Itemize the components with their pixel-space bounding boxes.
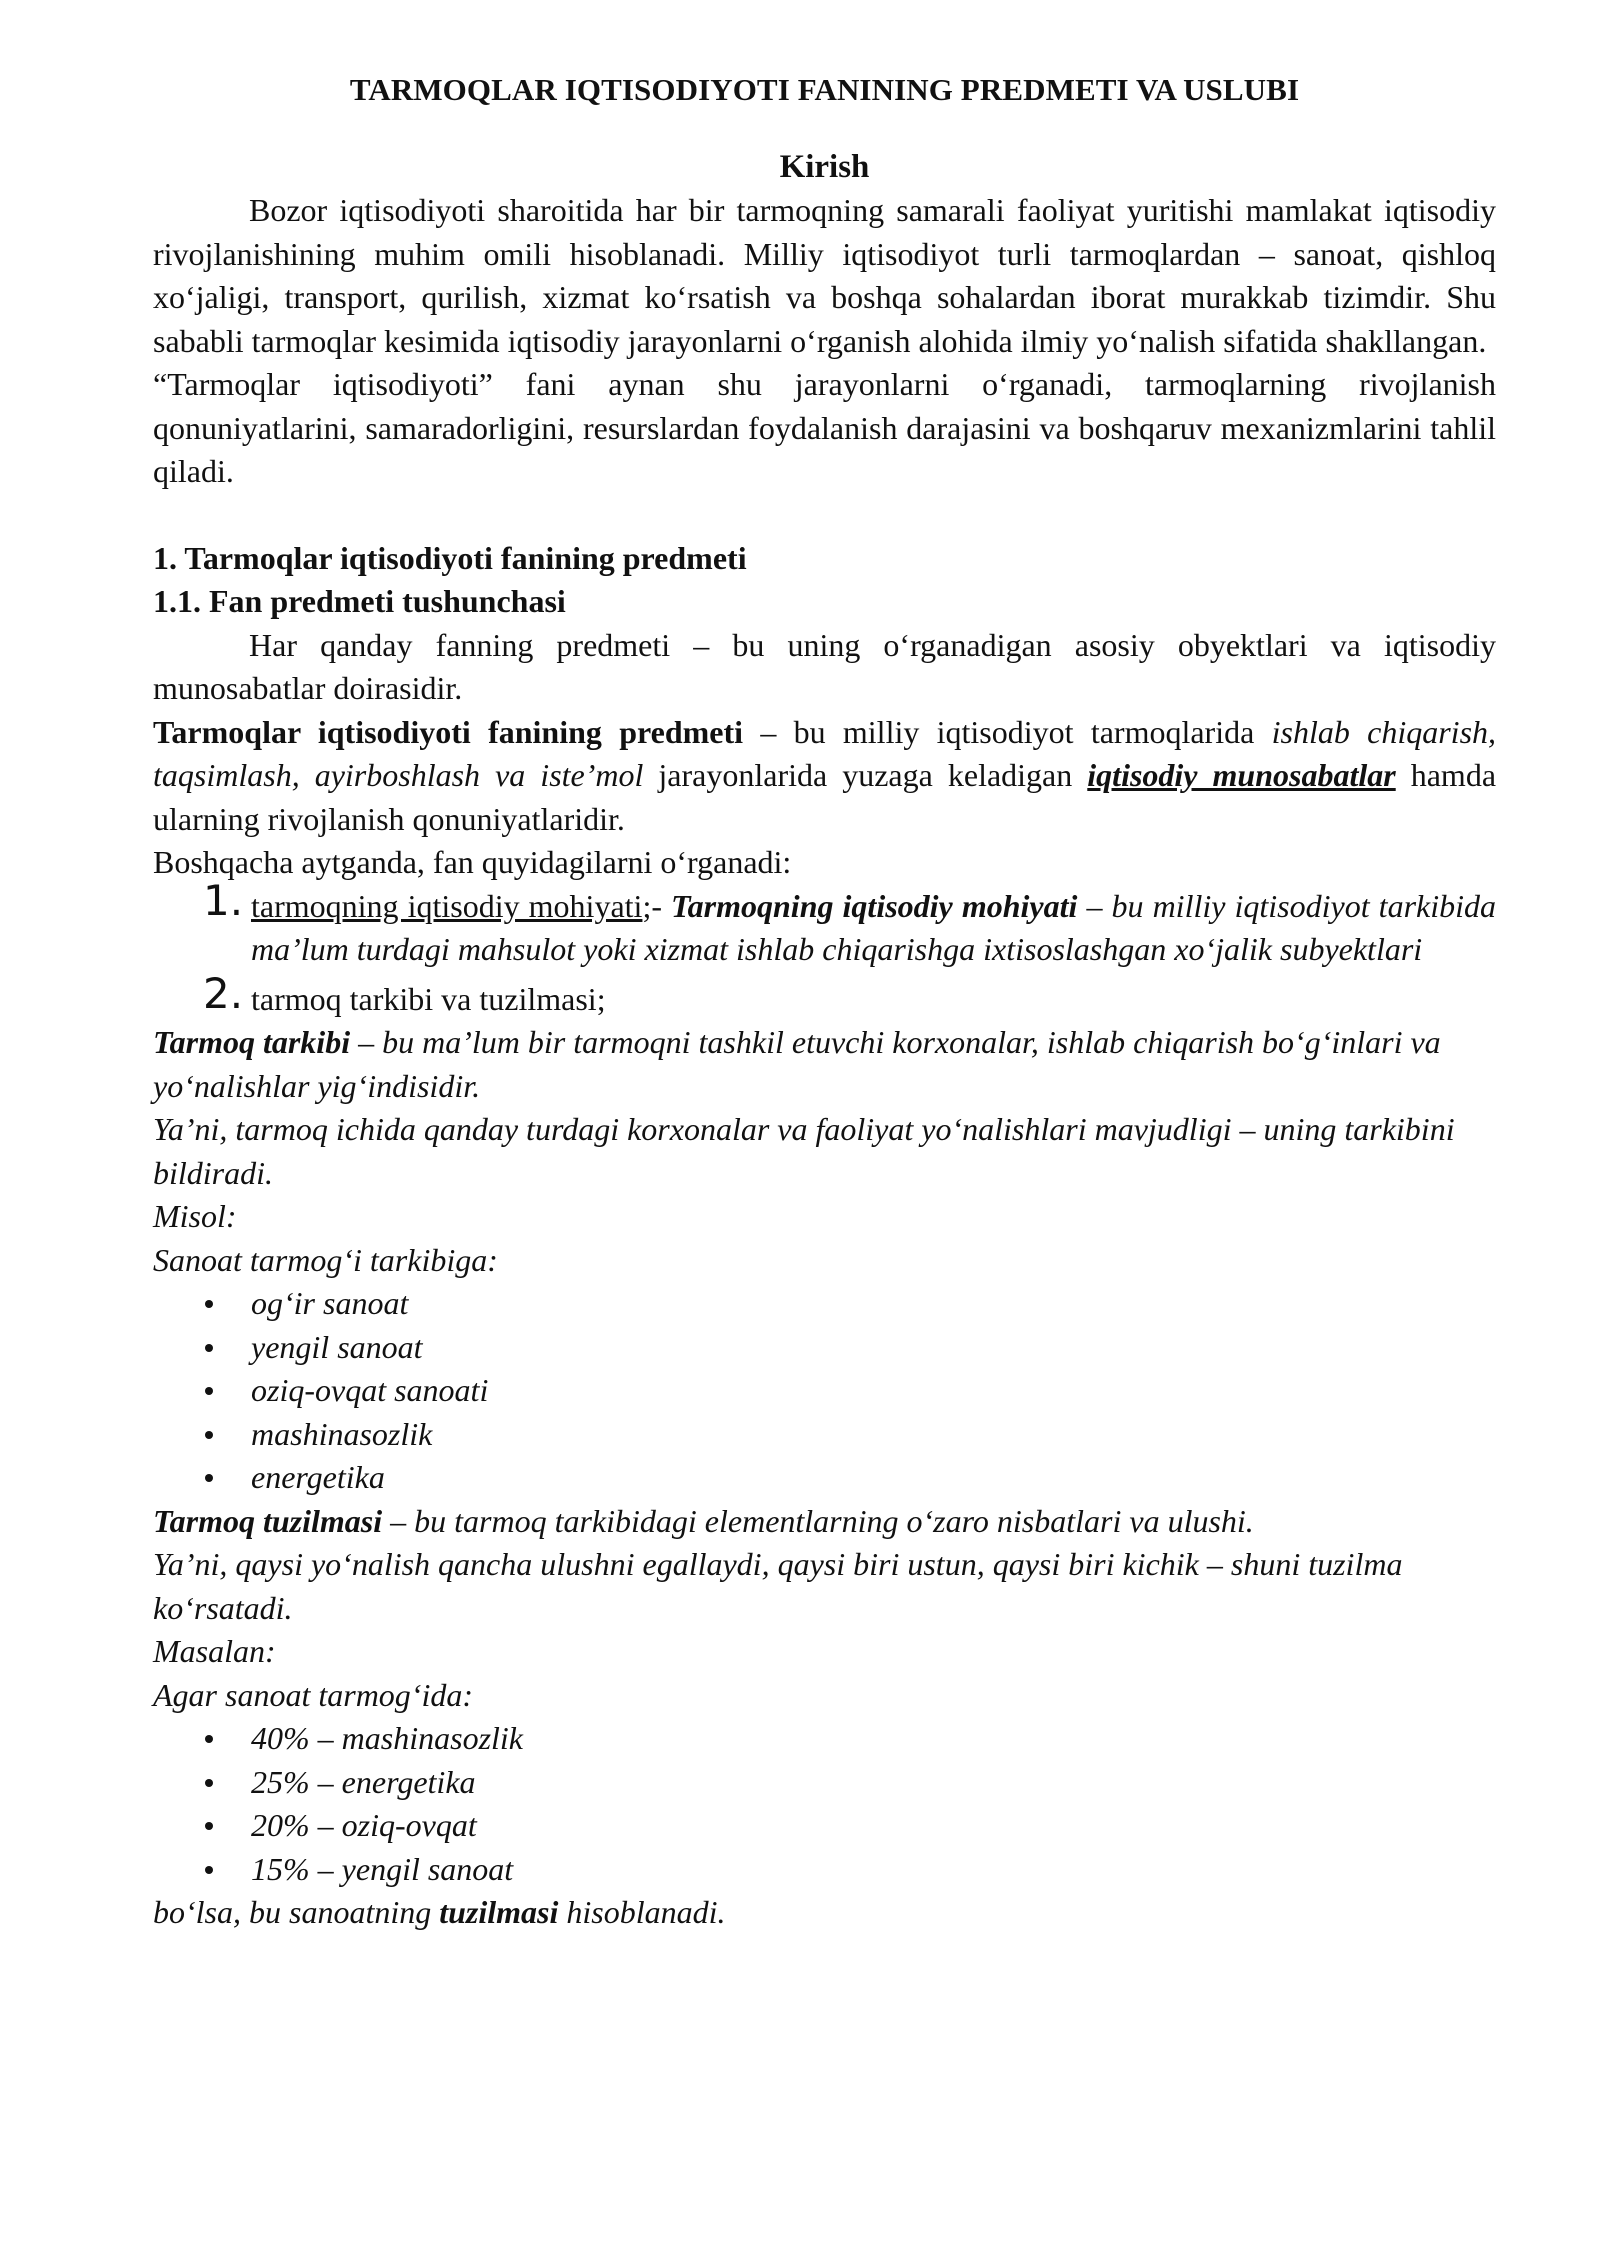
list-item bbox=[153, 1848, 1496, 1892]
intro-heading: Kirish bbox=[779, 148, 870, 185]
for-example-label: Masalan: bbox=[153, 1633, 276, 1669]
definition-paragraph bbox=[153, 711, 1496, 842]
closing-text-1: bo‘lsa, bu sanoatning bbox=[153, 1894, 440, 1930]
list-number: 2. bbox=[203, 968, 244, 1018]
subject-paragraph: Har qanday fanning predmeti – bu uning o‘rganadigan asosiy obyektlari va iqtisodiy munosabatlar doirasidir. bbox=[153, 626, 1496, 706]
bullet-text: mashinasozlik bbox=[251, 1415, 433, 1452]
tuzilma-term: Tarmoq tuzilmasi bbox=[153, 1502, 383, 1539]
bullet-text: 25% – energetika bbox=[251, 1763, 476, 1800]
intro-paragraph-2: “Tarmoqlar iqtisodiyoti” fani aynan shu jarayonlarni o‘rganadi, tarmoqlarning rivojlanish qonuniyatlarini, samaradorligini, resurslardan foydalanish darajasini va boshqaruv mexanizmlarini tahlil qiladi. bbox=[153, 366, 1496, 489]
industry-composition-label: Sanoat tarmog‘i tarkibiga: bbox=[153, 1241, 498, 1278]
definition-relations: iqtisodiy munosabatlar bbox=[1087, 757, 1396, 793]
definition-text-2: jarayonlarida yuzaga keladigan bbox=[643, 757, 1088, 793]
bullet-text: og‘ir sanoat bbox=[251, 1285, 409, 1321]
numbered-list bbox=[153, 875, 1497, 1022]
list-item bbox=[153, 968, 1496, 1022]
bullet-icon bbox=[205, 1822, 213, 1830]
list-item-topic: tarmoq tarkibi va tuzilmasi; bbox=[251, 980, 606, 1017]
list-item-topic: tarmoqning iqtisodiy mohiyati bbox=[251, 887, 643, 924]
tarkib-text: – bu ma’lum bir tarmoqni tashkil etuvchi korxonalar, ishlab chiqarish bo‘g‘inlari va yo‘nalishlar yig‘indisidir. bbox=[153, 1024, 1441, 1104]
bullet-text: energetika bbox=[251, 1459, 385, 1495]
list-item-separator: ;- bbox=[642, 887, 672, 924]
tarkib-term: Tarmoq tarkibi bbox=[153, 1024, 351, 1060]
bullet-icon bbox=[205, 1300, 213, 1308]
list-item bbox=[153, 1717, 1496, 1761]
bullet-icon bbox=[205, 1387, 213, 1395]
tarkib-explanation: Ya’ni, tarmoq ichida qanday turdagi korxonalar va faoliyat yo‘nalishlari mavjudligi – uning tarkibini bildiradi. bbox=[153, 1111, 1455, 1191]
section-heading: 1. Tarmoqlar iqtisodiyoti fanining predmeti bbox=[153, 539, 747, 576]
condition-label: Agar sanoat tarmog‘ida: bbox=[153, 1676, 473, 1713]
list-item bbox=[153, 1761, 1496, 1805]
bullet-text: oziq-ovqat sanoati bbox=[251, 1372, 489, 1408]
bullet-text: 40% – mashinasozlik bbox=[251, 1720, 523, 1756]
example-label: Misol: bbox=[153, 1198, 237, 1234]
list-item-definition: – bu milliy iqtisodiyot tarkibida ma’lum turdagi mahsulot yoki xizmat ishlab chiqarishga ixtisoslashgan xo‘jalik subyektlari bbox=[251, 887, 1497, 967]
list-item bbox=[153, 1456, 1496, 1500]
structure-bullet-list bbox=[153, 1717, 1496, 1891]
closing-term: tuzilmasi bbox=[439, 1894, 559, 1930]
bullet-icon bbox=[205, 1779, 213, 1787]
bullet-icon bbox=[205, 1866, 213, 1874]
definition-text-1: – bu milliy iqtisodiyot tarmoqlarida bbox=[743, 713, 1272, 750]
list-item bbox=[153, 1282, 1496, 1326]
subsection-heading: 1.1. Fan predmeti tushunchasi bbox=[153, 583, 566, 619]
tarkib-definition bbox=[153, 1021, 1496, 1108]
spacer bbox=[153, 494, 1496, 537]
bullet-icon bbox=[205, 1735, 213, 1743]
document-title: TARMOQLAR IQTISODIYOTI FANINING PREDMETI VA USLUBI bbox=[349, 72, 1300, 107]
bullet-icon bbox=[205, 1474, 213, 1482]
tuzilma-explanation: Ya’ni, qaysi yo‘nalish qancha ulushni egallaydi, qaysi biri ustun, qaysi biri kichik – shuni tuzilma ko‘rsatadi. bbox=[153, 1546, 1403, 1626]
bullet-text: 15% – yengil sanoat bbox=[251, 1850, 514, 1887]
list-number: 1. bbox=[203, 875, 244, 925]
list-intro: Boshqacha aytganda, fan quyidagilarni o‘rganadi: bbox=[153, 844, 792, 880]
list-item bbox=[153, 1326, 1496, 1370]
bullet-text: yengil sanoat bbox=[251, 1328, 423, 1365]
list-item bbox=[153, 1804, 1496, 1848]
composition-bullet-list bbox=[153, 1282, 1496, 1500]
list-item bbox=[153, 1369, 1496, 1413]
bullet-icon bbox=[205, 1344, 213, 1352]
list-item bbox=[153, 875, 1497, 972]
list-item bbox=[153, 1413, 1496, 1457]
tuzilma-definition bbox=[153, 1500, 1496, 1544]
definition-text-3: hamda ularning rivojlanish qonuniyatlaridir. bbox=[153, 757, 1497, 837]
tuzilma-text: – bu tarmoq tarkibidagi elementlarning o‘zaro nisbatlari va ulushi. bbox=[382, 1502, 1254, 1539]
definition-term: Tarmoqlar iqtisodiyoti fanining predmeti bbox=[153, 713, 744, 750]
intro-paragraph-1: Bozor iqtisodiyoti sharoitida har bir tarmoqning samarali faoliyat yuritishi mamlakat iqtisodiy rivojlanishining muhim omili hisoblanadi. Milliy iqtisodiyot turli tarmoqlardan – sanoat, qishloq xo‘jaligi, transport, qurilish, xizmat ko‘rsatish va boshqa sohalardan iborat murakkab tizimdir. Shu sababli tarmoqlar kesimida iqtisodiy jarayonlarni o‘rganish alohida ilmiy yo‘nalish sifatida shakllangan. bbox=[153, 192, 1496, 359]
bullet-text: 20% – oziq-ovqat bbox=[251, 1807, 477, 1843]
list-item-term: Tarmoqning iqtisodiy mohiyati bbox=[671, 887, 1078, 924]
bullet-icon bbox=[205, 1431, 213, 1439]
document-page bbox=[153, 68, 1496, 1935]
closing-text-2: hisoblanadi. bbox=[558, 1894, 726, 1930]
closing-sentence bbox=[153, 1891, 1496, 1935]
definition-processes: ishlab chiqarish, taqsimlash, ayirboshlash va iste’mol bbox=[153, 713, 1497, 793]
